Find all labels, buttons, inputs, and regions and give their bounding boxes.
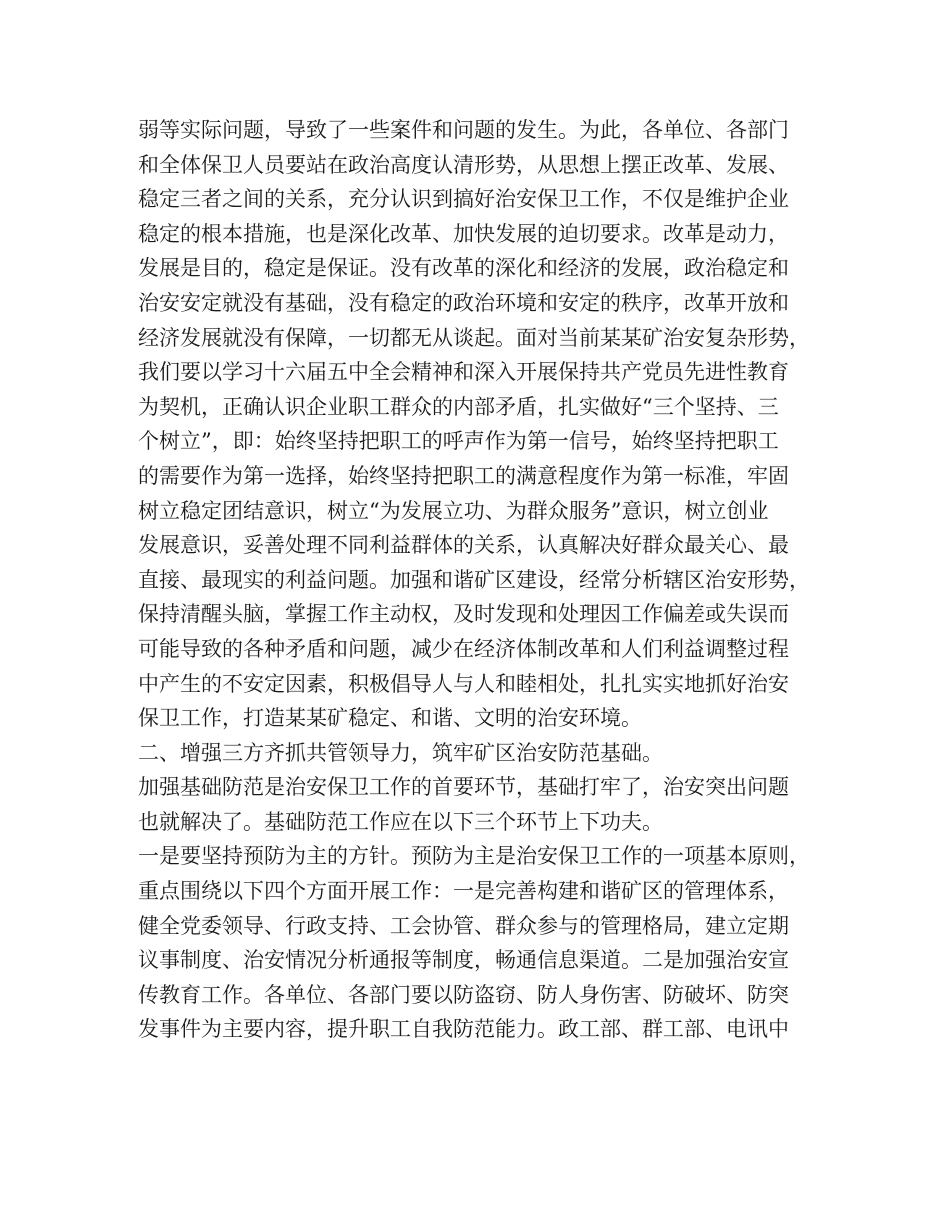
text-line: 为契机，正确认识企业职工群众的内部矛盾，扎实做好“三个坚持、三 — [138, 394, 779, 419]
text-line: 发展意识，妥善处理不同利益群体的关系，认真解决好群众最关心、最 — [138, 533, 789, 558]
text-line: 和全体保卫人员要站在政治高度认清形势，从思想上摆正改革、发展、 — [138, 152, 789, 177]
text-line: 稳定三者之间的关系，充分认识到搞好治安保卫工作，不仅是维护企业 — [138, 187, 789, 212]
text-line: 治安安定就没有基础，没有稳定的政治环境和安定的秩序，改革开放和 — [138, 290, 789, 315]
text-line: 一是要坚持预防为主的方针。预防为主是治安保卫工作的一项基本原则， — [138, 844, 810, 869]
section-heading: 二、增强三方齐抓共管领导力，筑牢矿区治安防范基础。 — [138, 740, 663, 765]
text-line: 也就解决了。基础防范工作应在以下三个环节上下功夫。 — [138, 809, 663, 834]
text-line: 树立稳定团结意识，树立“为发展立功、为群众服务”意识，树立创业 — [138, 498, 769, 523]
text-line: 经济发展就没有保障，一切都无从谈起。面对当前某某矿治安复杂形势， — [138, 325, 810, 350]
text-line: 稳定的根本措施，也是深化改革、加快发展的迫切要求。改革是动力， — [138, 221, 789, 246]
text-line: 加强基础防范是治安保卫工作的首要环节，基础打牢了，治安突出问题 — [138, 775, 789, 800]
text-line: 个树立”，即：始终坚持把职工的呼声作为第一信号，始终坚持把职工 — [138, 429, 779, 454]
text-line: 直接、最现实的利益问题。加强和谐矿区建设，经常分析辖区治安形势， — [138, 567, 810, 592]
text-line: 保卫工作，打造某某矿稳定、和谐、文明的治安环境。 — [138, 706, 642, 731]
text-line: 的需要作为第一选择，始终坚持把职工的满意程度作为第一标准，牢固 — [138, 463, 789, 488]
document-body — [138, 113, 828, 1047]
text-line: 中产生的不安定因素，积极倡导人与人和睦相处，扎扎实实地抓好治安 — [138, 671, 789, 696]
text-line: 可能导致的各种矛盾和问题，减少在经济体制改革和人们利益调整过程 — [138, 636, 789, 661]
text-line: 健全党委领导、行政支持、工会协管、群众参与的管理格局，建立定期 — [138, 913, 789, 938]
text-line: 保持清醒头脑，掌握工作主动权，及时发现和处理因工作偏差或失误而 — [138, 602, 789, 627]
text-line: 发展是目的，稳定是保证。没有改革的深化和经济的发展，政治稳定和 — [138, 256, 789, 281]
text-line: 重点围绕以下四个方面开展工作：一是完善构建和谐矿区的管理体系， — [138, 879, 789, 904]
text-line: 我们要以学习十六届五中全会精神和深入开展保持共产党员先进性教育 — [138, 360, 789, 385]
text-line: 议事制度、治安情况分析通报等制度，畅通信息渠道。二是加强治安宣 — [138, 948, 789, 973]
text-line: 发事件为主要内容，提升职工自我防范能力。政工部、群工部、电讯中 — [138, 1017, 789, 1042]
text-line: 传教育工作。各单位、各部门要以防盗窃、防人身伤害、防破坏、防突 — [138, 982, 789, 1007]
text-line: 弱等实际问题，导致了一些案件和问题的发生。为此，各单位、各部门 — [138, 118, 789, 142]
